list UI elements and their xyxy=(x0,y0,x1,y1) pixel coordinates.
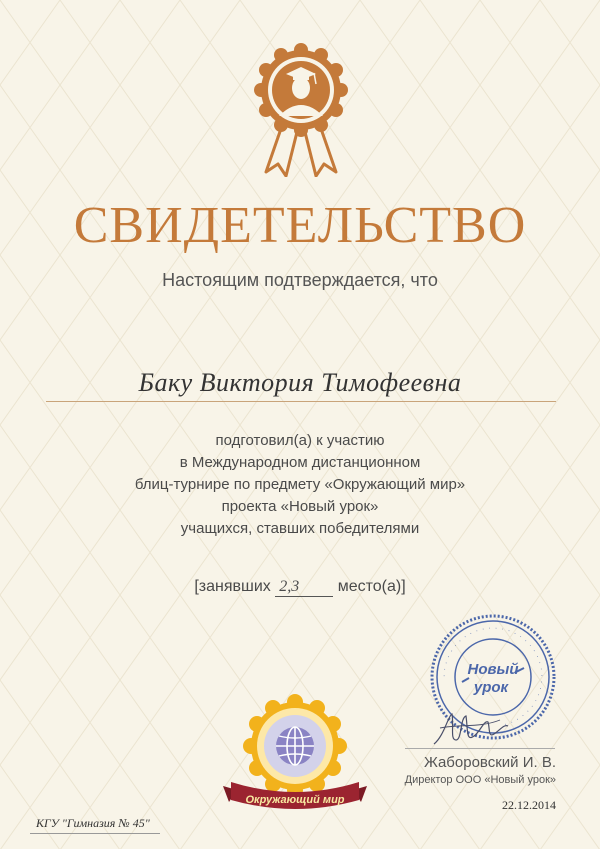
signature-line xyxy=(405,748,555,749)
place-value: 2,3 xyxy=(275,578,333,597)
name-underline xyxy=(46,401,556,402)
place-suffix: место(а)] xyxy=(337,578,406,595)
signer-name: Жаборовский И. В. xyxy=(423,754,556,771)
subtitle: Настоящим подтверждается, что xyxy=(162,270,438,290)
school-underline xyxy=(30,833,160,834)
recipient-name: Баку Виктория Тимофеевна xyxy=(138,368,462,397)
issue-date: 22.12.2014 xyxy=(502,798,556,812)
signature xyxy=(430,706,510,752)
graduate-rosette-icon xyxy=(246,42,356,177)
signer-position: Директор ООО «Новый урок» xyxy=(404,774,556,786)
globe-icon xyxy=(276,727,314,765)
stamp-line1: Новый xyxy=(467,661,519,678)
school-name: КГУ "Гимназия № 45" xyxy=(36,816,150,830)
stamp-line2: урок xyxy=(473,679,509,696)
body-line: в Международном дистанционном xyxy=(179,454,421,471)
body-line: учащихся, ставших победителями xyxy=(180,520,420,537)
badge-label: Окружающий мир xyxy=(245,794,345,806)
svg-text:· · · · · · · · · · · · · · ·: · · · · · · · · · · · · · · · · · · · · · · · · · · · · · · · · · · xyxy=(440,624,546,728)
subject-badge xyxy=(215,690,375,820)
body-line: подготовил(а) к участию xyxy=(215,432,385,449)
certificate-title: СВИДЕТЕЛЬСТВО xyxy=(73,197,527,254)
body-line: проекта «Новый урок» xyxy=(221,498,379,515)
body-line: блиц-турнире по предмету «Окружающий мир» xyxy=(134,476,466,493)
place-prefix: [занявших xyxy=(194,578,271,595)
place-row xyxy=(0,578,600,597)
